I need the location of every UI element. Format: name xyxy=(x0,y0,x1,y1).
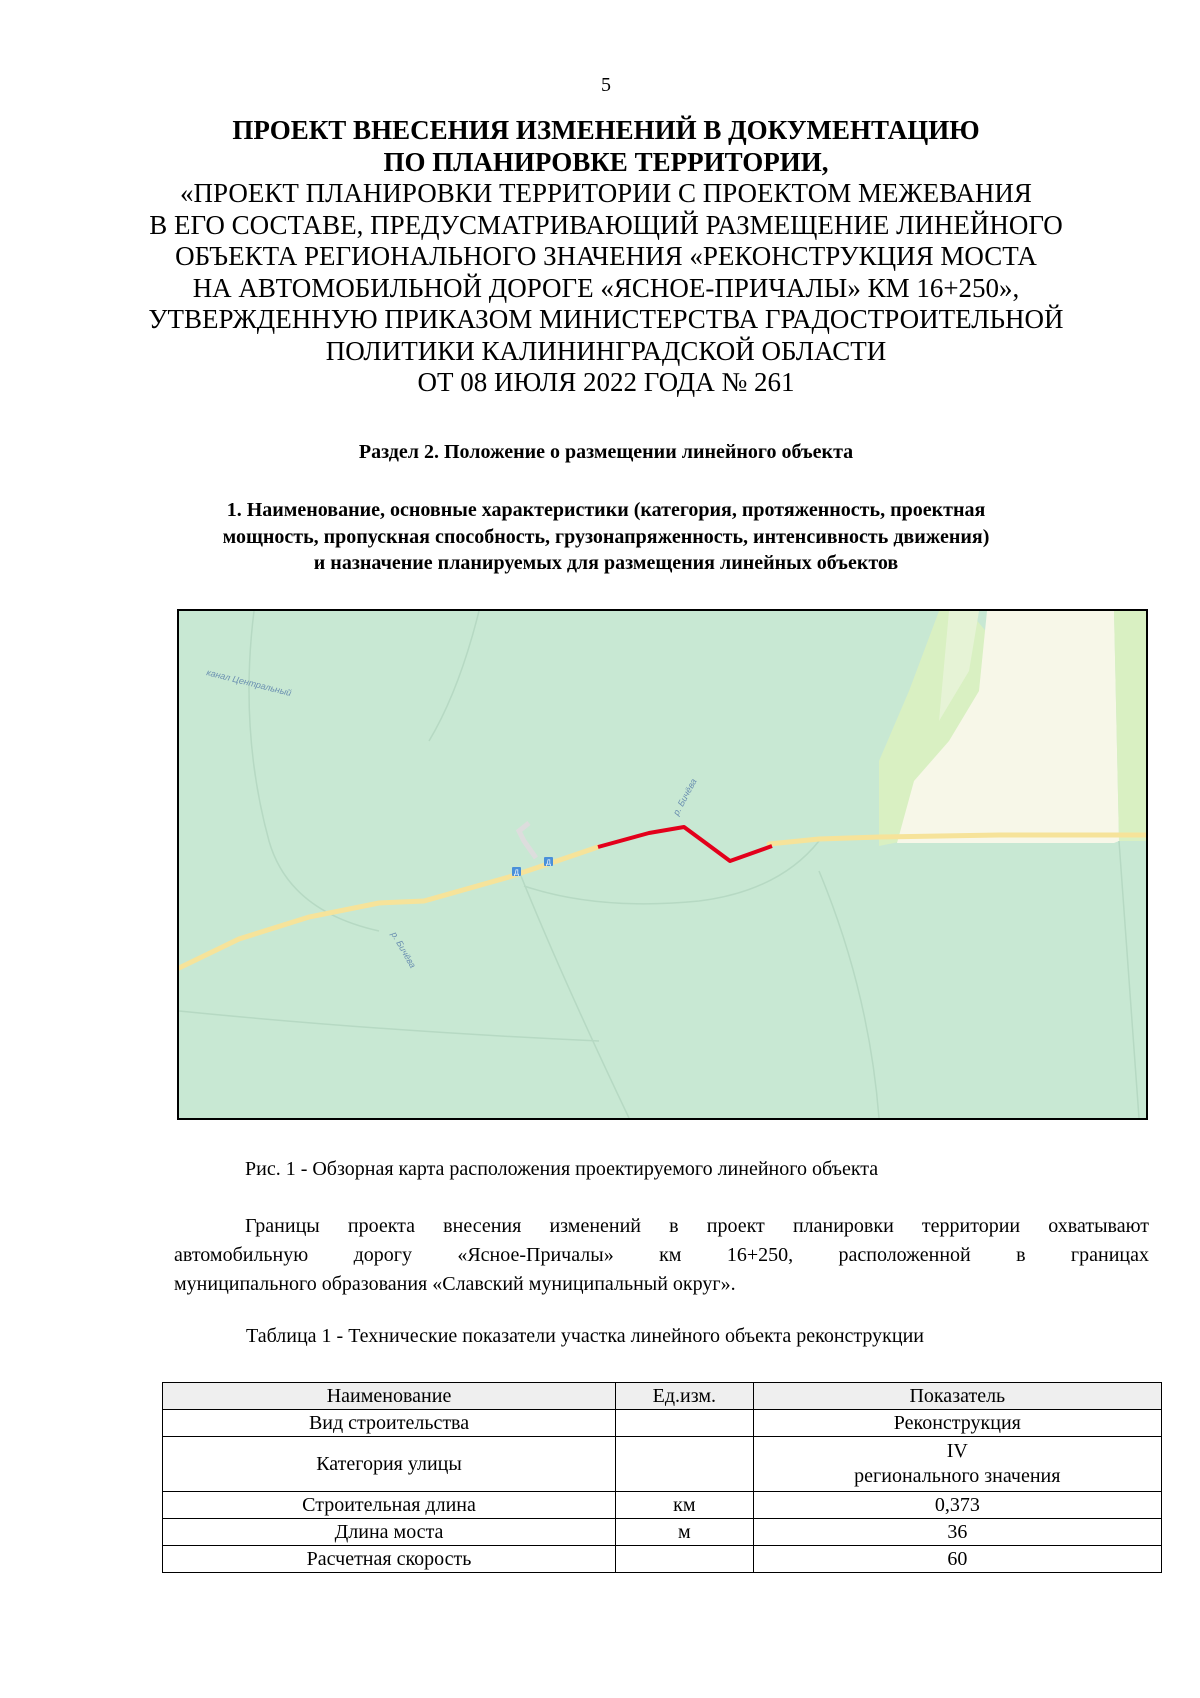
title-line: ОБЪЕКТА РЕГИОНАЛЬНОГО ЗНАЧЕНИЯ «РЕКОНСТРУКЦИЯ МОСТА xyxy=(175,241,1037,271)
title-line: ПОЛИТИКИ КАЛИНИНГРАДСКОЙ ОБЛАСТИ xyxy=(325,335,887,366)
column-header: Ед.изм. xyxy=(616,1383,754,1410)
table-header-row xyxy=(163,1383,1162,1410)
meadow-area xyxy=(1114,611,1146,841)
paragraph-line: Границы проекта внесения изменений в проект планировки территории охватывают xyxy=(245,1215,1149,1237)
title-line: «ПРОЕКТ ПЛАНИРОВКИ ТЕРРИТОРИИ С ПРОЕКТОМ МЕЖЕВАНИЯ xyxy=(180,178,1032,208)
paragraph-line: автомобильную дорогу «Ясное-Причалы» км 16+250, расположенной в границах xyxy=(174,1244,1149,1266)
row-value: IV xyxy=(946,1440,968,1462)
row-value: 36 xyxy=(753,1519,1161,1546)
page-number: 5 xyxy=(601,74,611,96)
title-line: ОТ 08 ИЮЛЯ 2022 ГОДА № 261 xyxy=(417,367,795,397)
paragraph-line: муниципального образования «Славский муниципальный округ». xyxy=(174,1273,736,1295)
figure-caption: Рис. 1 - Обзорная карта расположения проектируемого линейного объекта xyxy=(245,1158,879,1180)
document-title xyxy=(0,115,1200,399)
marker-label: Д xyxy=(546,859,551,867)
map-canvas xyxy=(179,611,1146,1118)
column-header: Наименование xyxy=(163,1383,616,1410)
row-value-line2: регионального значения xyxy=(854,1465,1061,1487)
row-value: 0,373 xyxy=(753,1492,1161,1519)
row-unit: м xyxy=(616,1519,754,1546)
title-line: НА АВТОМОБИЛЬНОЙ ДОРОГЕ «ЯСНОЕ-ПРИЧАЛЫ» КМ 16+250», xyxy=(192,272,1020,303)
technical-indicators-table xyxy=(162,1382,1162,1573)
canal-label: канал Центральный xyxy=(205,667,293,699)
column-header: Показатель xyxy=(753,1383,1161,1410)
title-line: УТВЕРЖДЕННУЮ ПРИКАЗОМ МИНИСТЕРСТВА ГРАДОСТРОИТЕЛЬНОЙ xyxy=(148,304,1064,334)
table-row xyxy=(163,1410,1162,1437)
river-label: р. Бичёва xyxy=(670,776,699,817)
row-value-cell xyxy=(753,1437,1161,1492)
row-unit: км xyxy=(616,1492,754,1519)
subsection-line: 1. Наименование, основные характеристики (категория, протяженность, проектная xyxy=(226,499,986,521)
row-name: Длина моста xyxy=(163,1519,616,1546)
title-line: В ЕГО СОСТАВЕ, ПРЕДУСМАТРИВАЮЩИЙ РАЗМЕЩЕНИЕ ЛИНЕЙНОГО xyxy=(149,209,1063,240)
section-title: Раздел 2. Положение о размещении линейного объекта xyxy=(358,441,854,463)
overview-map xyxy=(177,609,1148,1120)
table-row xyxy=(163,1492,1162,1519)
row-name: Категория улицы xyxy=(163,1437,616,1492)
row-name: Строительная длина xyxy=(163,1492,616,1519)
row-unit xyxy=(616,1437,754,1492)
subsection-line: мощность, пропускная способность, грузонапряженность, интенсивность движения) xyxy=(222,525,990,548)
marker-label: Д xyxy=(514,869,519,877)
title-line: ПО ПЛАНИРОВКЕ ТЕРРИТОРИИ, xyxy=(383,146,829,177)
row-unit xyxy=(616,1546,754,1573)
row-unit xyxy=(616,1410,754,1437)
table-row xyxy=(163,1437,1162,1492)
row-value: 60 xyxy=(753,1546,1161,1573)
subsection-line: и назначение планируемых для размещения линейных объектов xyxy=(313,552,899,574)
river-label: р. Бичёва xyxy=(389,930,418,970)
table-row xyxy=(163,1546,1162,1573)
table-row xyxy=(163,1519,1162,1546)
row-value: Реконструкция xyxy=(753,1410,1161,1437)
title-line: ПРОЕКТ ВНЕСЕНИЯ ИЗМЕНЕНИЙ В ДОКУМЕНТАЦИЮ xyxy=(232,115,980,145)
table-caption: Таблица 1 - Технические показатели участка линейного объекта реконструкции xyxy=(246,1325,924,1347)
body-paragraph xyxy=(174,1212,1149,1299)
subsection-heading xyxy=(0,497,1200,577)
row-name: Вид строительства xyxy=(163,1410,616,1437)
row-name: Расчетная скорость xyxy=(163,1546,616,1573)
